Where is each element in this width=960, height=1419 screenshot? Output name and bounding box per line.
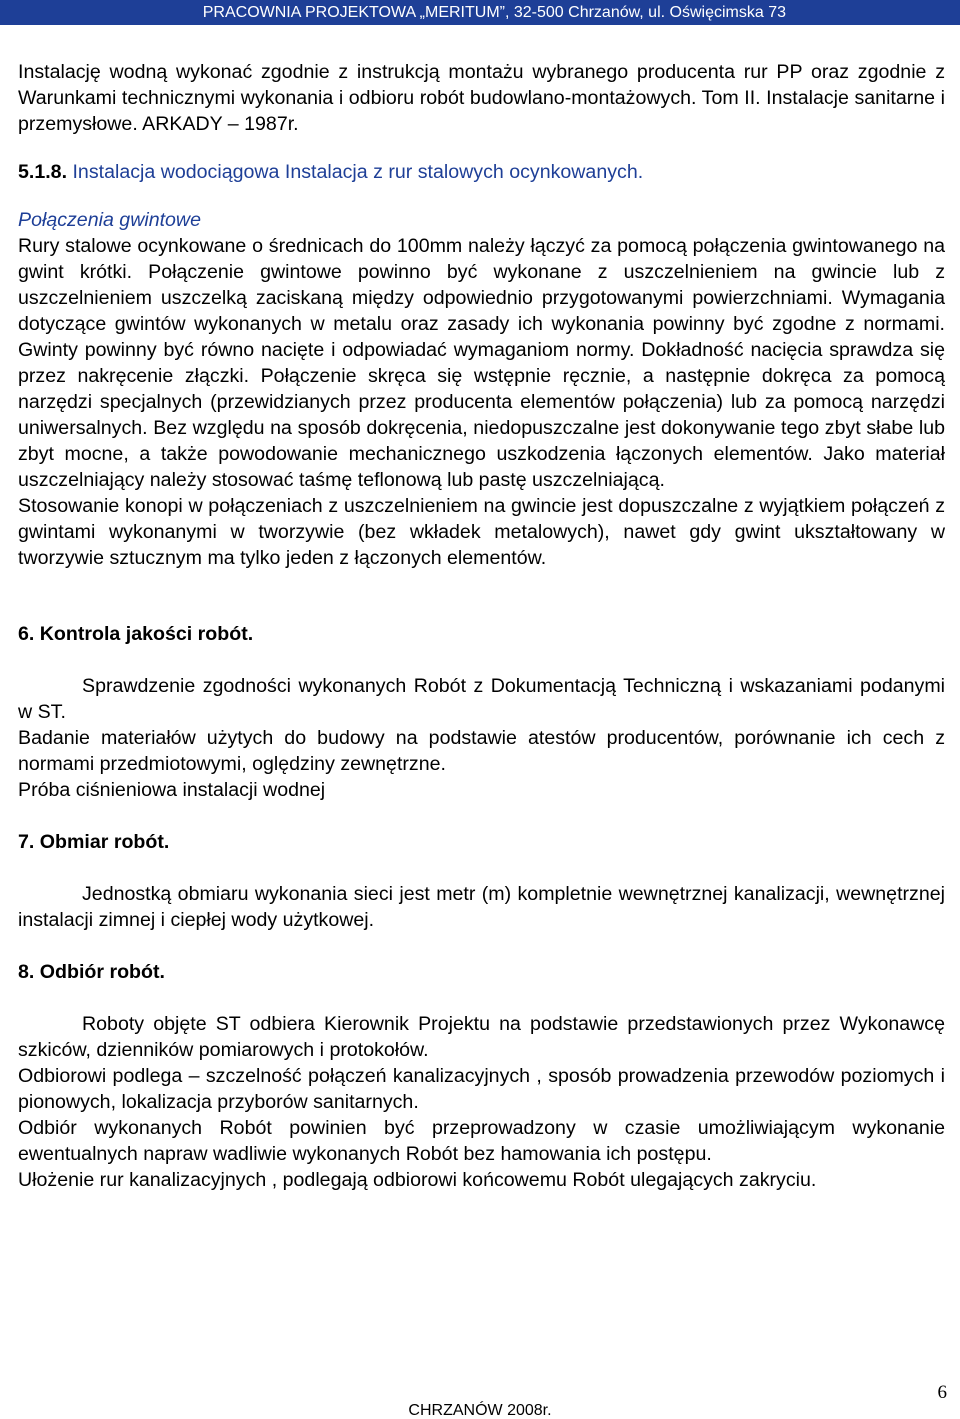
section-number: 5.1.8. [18, 161, 68, 183]
section-8-title: 8. Odbiór robót. [18, 961, 165, 983]
page-number: 6 [937, 1382, 947, 1403]
document-body [18, 59, 945, 1193]
acceptance-paragraph-3: Odbiór wykonanych Robót powinien być przeprowadzony w czasie umożliwiającym wykonanie ewentualnych napraw wadliwie wykonanych Robót bez hamowania ich postępu. [18, 1117, 945, 1165]
page-header: PRACOWNIA PROJEKTOWA „MERITUM”, 32-500 Chrzanów, ul. Oświęcimska 73 [0, 0, 960, 25]
acceptance-paragraph-4: Ułożenie rur kanalizacyjnych , podlegają odbiorowi końcowemu Robót ulegających zakryciu. [18, 1169, 817, 1191]
measurement-paragraph: Jednostką obmiaru wykonania sieci jest metr (m) kompletnie wewnętrznej kanalizacji, wewnętrznej instalacji zimnej i ciepłej wody użytkowej. [18, 883, 945, 931]
hemp-usage-paragraph: Stosowanie konopi w połączeniach z uszczelnieniem na gwincie jest dopuszczalne z wyjątkiem połączeń z gwintami wykonanymi w tworzywie (bez wkładek metalowych), nawet gdy gwint ukształtowany w tworzywie sztucznym ma tylko jeden z łączonych elementów. [18, 495, 945, 569]
acceptance-paragraph-2: Odbiorowi podlega – szczelność połączeń kanalizacyjnych , sposób prowadzenia przewodów poziomych i pionowych, lokalizacja przyborów sanitarnych. [18, 1065, 945, 1113]
quality-control-paragraph-2: Badanie materiałów użytych do budowy na podstawie atestów producentów, porównanie ich cech z normami przedmiotowymi, oględziny zewnętrzne. [18, 727, 945, 775]
section-7-title: 7. Obmiar robót. [18, 831, 170, 853]
subsection-title: Połączenia gwintowe [18, 209, 201, 231]
intro-paragraph: Instalację wodną wykonać zgodnie z instrukcją montażu wybranego producenta rur PP oraz zgodnie z Warunkami technicznymi wykonania i odbioru robót budowlano-montażowych. Tom II. Instalacje sanitarne i przemysłowe. ARKADY – 1987r. [18, 61, 945, 135]
page-footer: CHRZANÓW 2008r. [408, 1402, 552, 1419]
quality-control-paragraph-1: Sprawdzenie zgodności wykonanych Robót z Dokumentacją Techniczną i wskazaniami podanymi w ST. [18, 675, 945, 723]
section-5-1-8-heading [18, 159, 945, 185]
section-title: Instalacja wodociągowa Instalacja z rur stalowych ocynkowanych. [72, 161, 644, 183]
acceptance-paragraph-1: Roboty objęte ST odbiera Kierownik Projektu na podstawie przedstawionych przez Wykonawcę szkiców, dzienników pomiarowych i protokołów. [18, 1013, 945, 1061]
quality-control-paragraph-3: Próba ciśnieniowa instalacji wodnej [18, 779, 326, 801]
section-6-title: 6. Kontrola jakości robót. [18, 623, 254, 645]
threaded-connections-paragraph: Rury stalowe ocynkowane o średnicach do 100mm należy łączyć za pomocą połączenia gwintowanego na gwint krótki. Połączenie gwintowe powinno być wykonane z uszczelnieniem na gwincie lub z uszczelnieniem uszczelką zaciskaną między odpowiednio przygotowanymi powierzchniami. Wymagania dotyczące gwintów wykonanych w metalu oraz zasady ich wykonania powinny być zgodne z normami. Gwinty powinny być równo nacięte i odpowiadać wymaganiom normy. Dokładność nacięcia sprawdza się przez nakręcenie złączki. Połączenie skręca się wstępnie ręcznie, a następnie dokręca za pomocą narzędzi specjalnych (przewidzianych przez producenta elementów połączenia) lub za pomocą narzędzi uniwersalnych. Bez względu na sposób dokręcenia, niedopuszczalne jest dokonywanie tego zbyt słabe lub zbyt mocne, a także powodowanie mechanicznego uszkodzenia łączonych elementów. Jako materiał uszczelniający należy stosować taśmę teflonową lub pastę uszczelniającą. [18, 235, 945, 491]
